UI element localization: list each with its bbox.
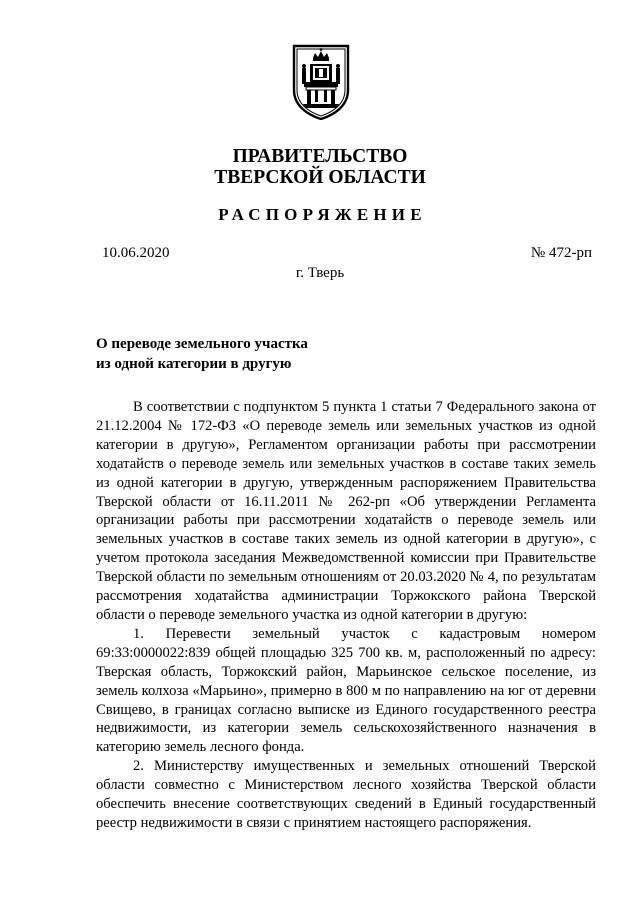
document-subject [96, 334, 308, 374]
preamble-paragraph: В соответствии с подпунктом 5 пункта 1 статьи 7 Федерального закона от 21.12.2004 № 172-ФЗ «О переводе земель или земельных участков из одной категории в другую», Регламентом организации работы при рассмотрении ходатайств о переводе земель или земельных участков в составе таких земель из одной категории в другую, утвержденным распоряжением Правительства Тверской области от 16.11.2011 № 262-рп «Об утверждении Регламента организации работы при рассмотрении ходатайств о переводе земель или земельных участков в составе таких земель из одной категории в другую», с учетом протокола заседания Межведомственной комиссии при Правительстве Тверской области по земельным отношениям от 20.03.2020 № 4, по результатам рассмотрения ходатайства администрации Торжокского района Тверской области о переводе земельного участка из одной категории в другую: [96, 399, 596, 623]
document-body [96, 398, 596, 833]
subject-line-2: из одной категории в другую [96, 356, 292, 372]
document-number: № 472-рп [530, 245, 592, 261]
document-date: 10.06.2020 [102, 245, 170, 261]
government-title-line-1: ПРАВИТЕЛЬСТВО [232, 146, 408, 167]
clause-1-paragraph: 1. Перевести земельный участок с кадастровым номером 69:33:0000022:839 общей площадью 325 700 кв. м, расположенный по адресу: Тверская область, Торжокский район, Марьинское сельское поселение, из земель колхоза «Марьино», примерно в 800 м по направлению на юг от деревни Свищево, в границах согласно выписке из Единого государственного реестра недвижимости, из категории земель сельскохозяйственного назначения в категорию земель лесного фонда. [96, 625, 596, 756]
document-type-heading: РАСПОРЯЖЕНИЕ [218, 205, 427, 224]
tver-coat-of-arms-icon [292, 44, 350, 120]
document-city: г. Тверь [295, 265, 345, 281]
subject-line-1: О переводе земельного участка [96, 336, 308, 352]
government-title-line-2: ТВЕРСКОЙ ОБЛАСТИ [214, 167, 426, 188]
clause-2-paragraph: 2. Министерству имущественных и земельных отношений Тверской области совместно с Министерством лесного хозяйства Тверской области обеспечить внесение соответствующих сведений в Единый государственный реестр недвижимости в связи с принятием настоящего распоряжения. [96, 758, 596, 831]
